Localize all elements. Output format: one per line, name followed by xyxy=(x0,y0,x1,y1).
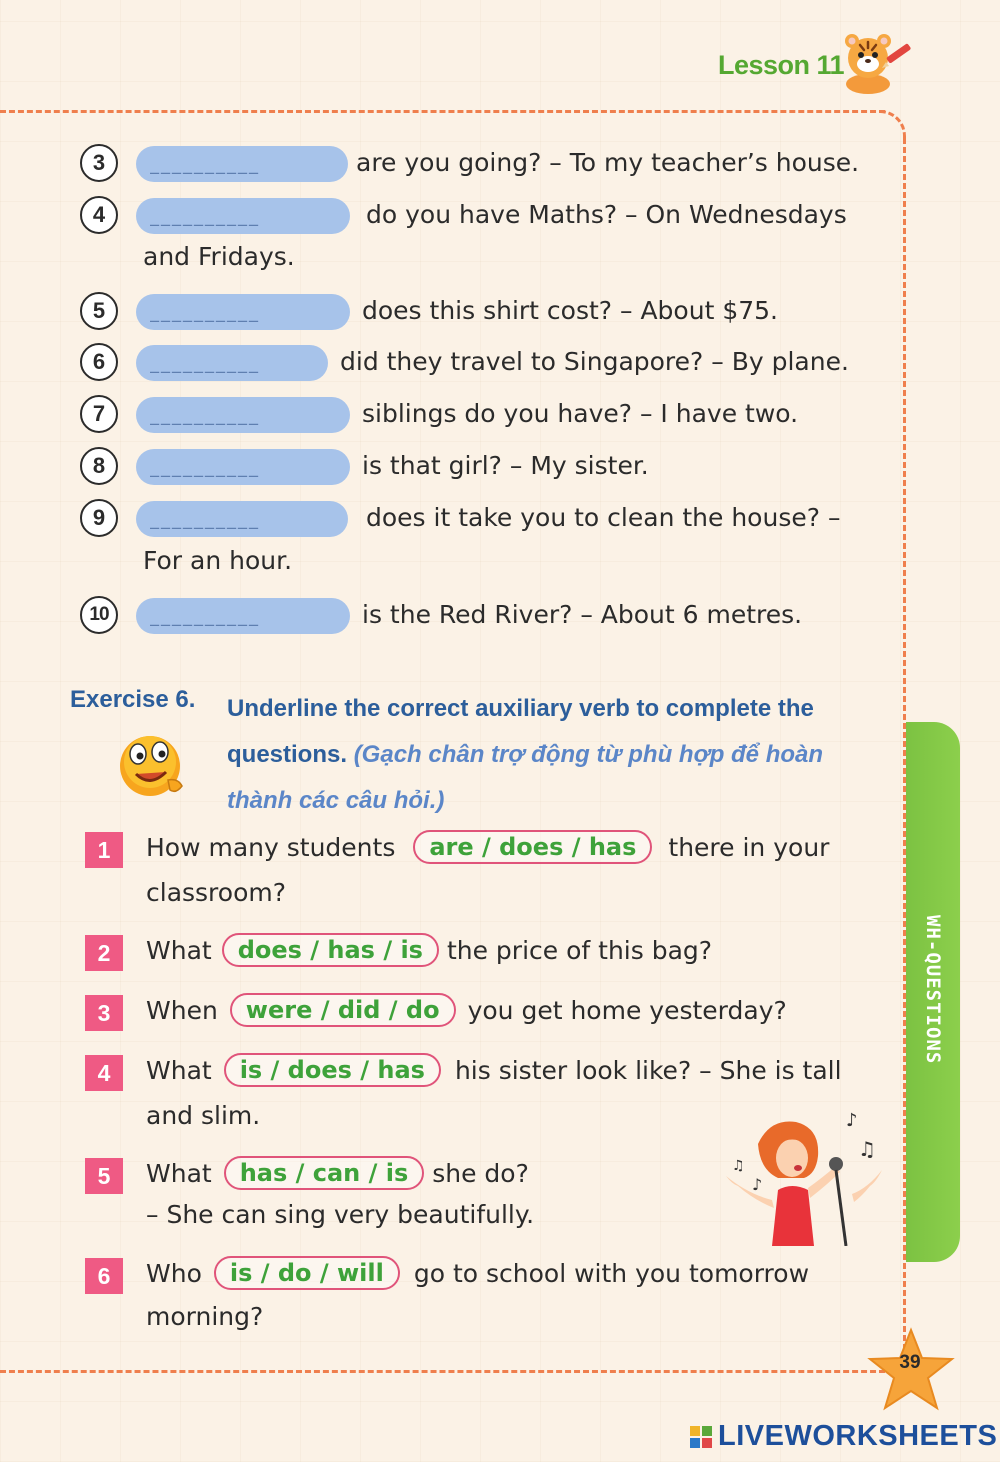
item-text-after: there in your xyxy=(668,832,830,862)
item-number: 1 xyxy=(85,832,123,868)
question-number: 9 xyxy=(80,499,118,537)
question-row xyxy=(80,343,890,383)
frame-top-border xyxy=(0,110,885,113)
choice-group[interactable]: does / has / is xyxy=(222,933,439,967)
liveworksheets-logo-icon xyxy=(690,1426,712,1448)
question-number: 5 xyxy=(80,292,118,330)
choice-group[interactable]: is / do / will xyxy=(214,1256,400,1290)
question-text-continued: For an hour. xyxy=(143,546,293,575)
question-text: do you have Maths? – On Wednesdays xyxy=(366,200,847,229)
question-number: 3 xyxy=(80,144,118,182)
svg-text:♫: ♫ xyxy=(732,1158,745,1174)
choice-group[interactable]: were / did / do xyxy=(230,993,456,1027)
answer-input[interactable] xyxy=(136,198,350,234)
question-row xyxy=(80,196,890,236)
choice-group[interactable]: are / does / has xyxy=(413,830,652,864)
item-text-continued: morning? xyxy=(146,1302,264,1331)
item-text-before: What xyxy=(146,1158,212,1188)
question-row xyxy=(80,596,890,636)
question-number: 6 xyxy=(80,343,118,381)
answer-input[interactable] xyxy=(136,146,348,182)
item-number: 5 xyxy=(85,1158,123,1194)
answer-input[interactable] xyxy=(136,501,348,537)
item-text-after: the price of this bag? xyxy=(446,935,713,965)
question-row xyxy=(80,499,890,539)
question-text: did they travel to Singapore? – By plane. xyxy=(340,347,849,376)
item-text-before: Who xyxy=(146,1258,202,1288)
question-text: is that girl? – My sister. xyxy=(362,451,649,480)
answer-input[interactable] xyxy=(136,397,350,433)
item-text-before: What xyxy=(146,935,212,965)
item-number: 4 xyxy=(85,1055,123,1091)
choice-group[interactable]: has / can / is xyxy=(224,1156,425,1190)
item-text-before: What xyxy=(146,1055,212,1085)
tiger-mascot-icon xyxy=(838,28,912,98)
svg-text:♪: ♪ xyxy=(752,1175,763,1194)
question-text: siblings do you have? – I have two. xyxy=(362,399,799,428)
choice-group[interactable]: is / does / has xyxy=(224,1053,441,1087)
watermark xyxy=(690,1420,997,1453)
item-text-before: How many students xyxy=(146,832,396,862)
item-text-continued: – She can sing very beautifully. xyxy=(146,1200,535,1229)
question-text: are you going? – To my teacher’s house. xyxy=(356,148,860,177)
item-text-continued: classroom? xyxy=(146,878,287,907)
svg-text:♪: ♪ xyxy=(846,1110,858,1131)
question-row xyxy=(80,144,890,184)
question-number: 7 xyxy=(80,395,118,433)
question-text-continued: and Fridays. xyxy=(143,242,295,271)
question-row xyxy=(80,447,890,487)
question-row xyxy=(80,395,890,435)
svg-text:♫: ♫ xyxy=(858,1137,876,1161)
question-text: does this shirt cost? – About $75. xyxy=(362,296,778,325)
question-number: 10 xyxy=(80,596,118,634)
thinking-emoji-icon xyxy=(112,728,194,804)
exercise-instruction xyxy=(227,686,887,824)
singer-illustration xyxy=(718,1104,888,1246)
question-text: does it take you to clean the house? – xyxy=(366,503,841,532)
instruction-vietnamese: (Gạch chân trợ động từ phù hợp để hoàn thành các câu hỏi.) xyxy=(227,741,824,814)
item-number: 6 xyxy=(85,1258,123,1294)
item-number: 2 xyxy=(85,935,123,971)
question-row xyxy=(80,292,890,332)
item-number: 3 xyxy=(85,995,123,1031)
item-text-after: you get home yesterday? xyxy=(467,995,787,1025)
lesson-title: Lesson 11 xyxy=(718,50,845,80)
exercise-label: Exercise 6. xyxy=(70,686,196,713)
item-text-after: she do? xyxy=(432,1158,529,1188)
item-text-after: go to school with you tomorrow xyxy=(413,1258,810,1288)
item-text-before: When xyxy=(146,995,218,1025)
question-number: 4 xyxy=(80,196,118,234)
page-number: 39 xyxy=(899,1352,921,1373)
answer-input[interactable] xyxy=(136,345,328,381)
question-number: 8 xyxy=(80,447,118,485)
item-text-after: his sister look like? – She is tall xyxy=(454,1055,842,1085)
answer-input[interactable] xyxy=(136,598,350,634)
item-text-continued: and slim. xyxy=(146,1101,261,1130)
side-tab-label: WH-QUESTIONS xyxy=(922,915,944,1065)
question-text: is the Red River? – About 6 metres. xyxy=(362,600,803,629)
frame-corner xyxy=(880,110,906,140)
answer-input[interactable] xyxy=(136,294,350,330)
watermark-text: LIVEWORKSHEETS xyxy=(718,1420,998,1452)
instruction-english: Underline the correct auxiliary verb to complete the questions. xyxy=(227,695,814,768)
frame-bottom-border xyxy=(0,1370,885,1373)
answer-input[interactable] xyxy=(136,449,350,485)
